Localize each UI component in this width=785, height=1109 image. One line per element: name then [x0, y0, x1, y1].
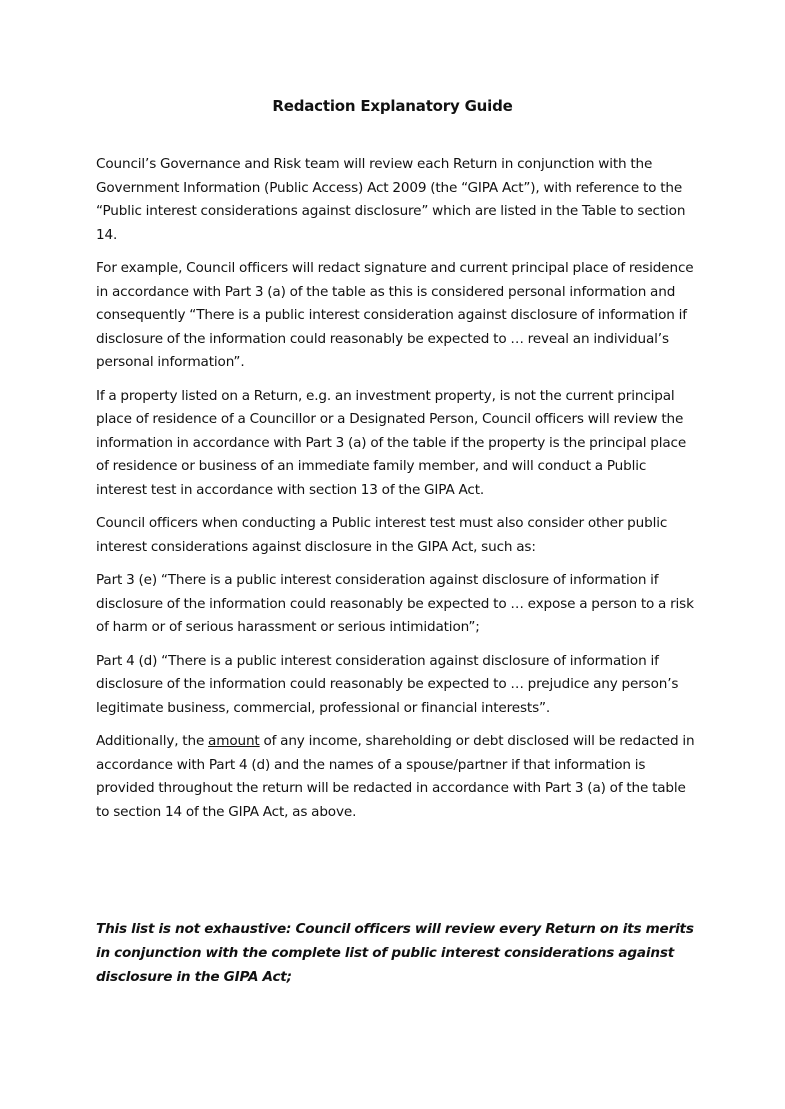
- paragraph-part-3e: Part 3 (e) “There is a public interest consideration against disclosure of information if disclosure of the information could reasonably be expected to … expose a person to a risk of harm or of serious harassment or serious intimidation”;: [96, 572, 694, 635]
- paragraph-example: For example, Council officers will redact signature and current principal place of residence in accordance with Part 3 (a) of the table as this is considered personal information and consequently “There is a public interest consideration against disclosure of information if disclosure of the information could reasonably be expected to … reveal an individual’s personal information”.: [96, 260, 694, 370]
- closing-note: This list is not exhaustive: Council officers will review every Return on its merits in conjunction with the complete list of public interest considerations against disclosure in the GIPA Act;: [96, 921, 694, 985]
- document-body: [96, 153, 696, 834]
- paragraph-additionally: [96, 730, 696, 824]
- document-title: Redaction Explanatory Guide: [272, 97, 513, 115]
- paragraph-public-interest-test: Council officers when conducting a Public interest test must also consider other public interest considerations against disclosure in the GIPA Act, such as:: [96, 515, 668, 555]
- paragraph-part-4d: Part 4 (d) “There is a public interest consideration against disclosure of information if disclosure of the information could reasonably be expected to … prejudice any person’s legitimate business, commercial, professional or financial interests”.: [96, 652, 679, 716]
- additionally-text-end: of any income, shareholding or debt disclosed will be redacted in accordance with Part 4 (d) and the names of a spouse/partner if that information is provided throughout the return will be redacted in accordance with Part 3 (a) of the table to section 14 of the GIPA Act, as above.: [96, 733, 695, 820]
- paragraph-property: If a property listed on a Return, e.g. an investment property, is not the current principal place of residence of a Councillor or a Designated Person, Council officers will review the information in accordance with Part 3 (a) of the table if the property is the principal place of residence or business of an immediate family member, and will conduct a Public interest test in accordance with section 13 of the GIPA Act.: [96, 387, 687, 498]
- paragraph-intro: Council’s Governance and Risk team will review each Return in conjunction with the Government Information (Public Access) Act 2009 (the “GIPA Act”), with reference to the “Public interest considerations against disclosure” which are listed in the Table to section 14.: [96, 156, 686, 243]
- additionally-text-start: Additionally, the: [96, 733, 209, 749]
- underlined-amount: amount: [208, 733, 260, 749]
